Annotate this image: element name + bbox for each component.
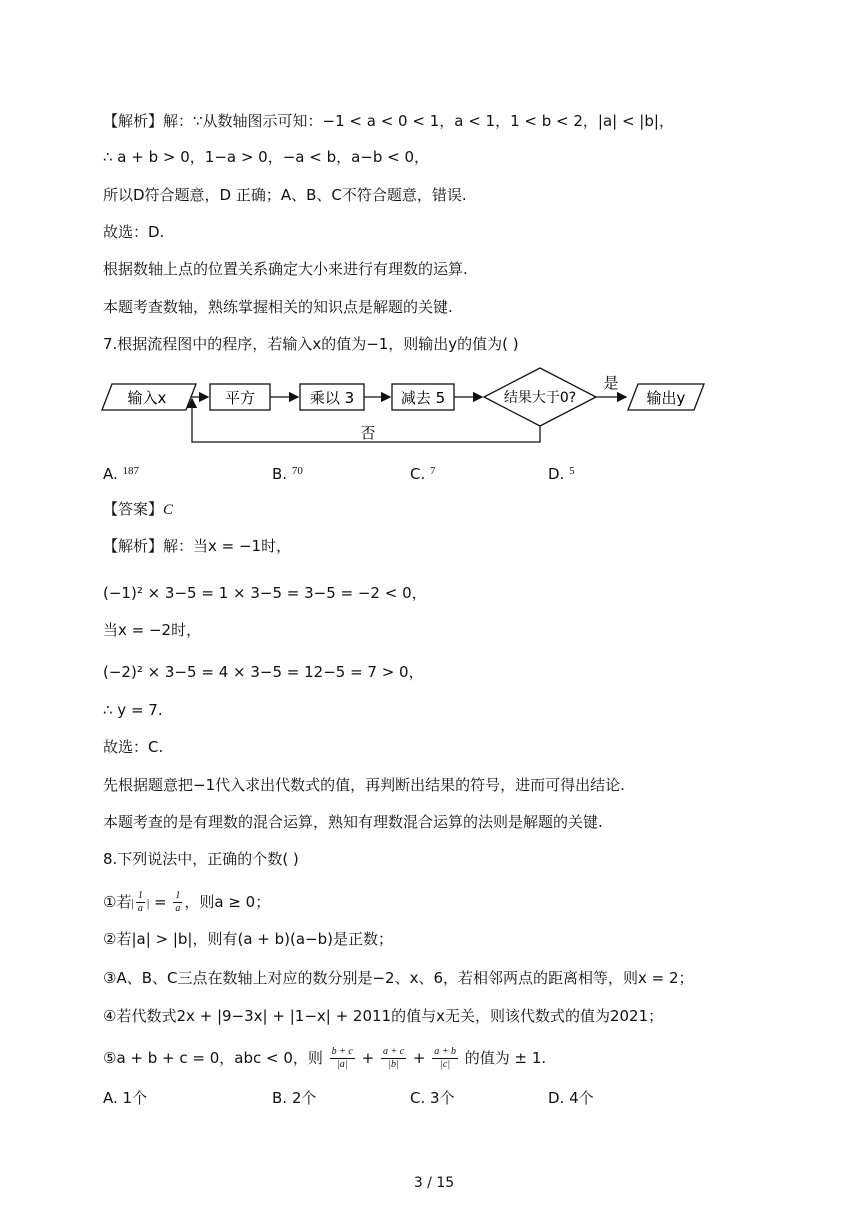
q6-analysis-line-3: 所以D符合题意，D 正确；A、B、C不符合题意，错误.: [103, 186, 467, 204]
q8-option-b-value: 2个: [291, 1089, 317, 1107]
q8-option-b-letter: B.: [272, 1089, 288, 1107]
q6-analysis-line-1: 【解析】解：∵从数轴图示可知：−1 < a < 0 < 1，a < 1，1 < b < 2，|a| < |b|，: [103, 112, 674, 130]
q7-option-d-letter: D.: [548, 465, 565, 483]
q8-option-b: [272, 1087, 316, 1109]
q8-option-c-letter: C.: [410, 1089, 426, 1107]
q7-option-a-value: 187: [122, 465, 140, 477]
q8-statement-1: ①若| $\frac{1}{a}$ | = $\frac{1}{a}$ ，则a ≥ 0；: [103, 890, 271, 914]
flow-multiply-label: 乘以 3: [309, 389, 355, 407]
q8-option-a-letter: A.: [103, 1089, 118, 1107]
q6-analysis-line-2: ∴ a + b > 0，1−a > 0，−a < b，a−b < 0，: [103, 148, 430, 166]
q7-option-c-value: 7: [430, 465, 436, 477]
q7-flowchart: [100, 366, 710, 446]
q8-statement-5-prefix: ⑤a + b + c = 0，abc < 0，则: [103, 1049, 323, 1067]
q7-option-d: [548, 463, 575, 487]
q8-option-d-value: 4个: [569, 1089, 594, 1107]
q7-answer-value: C: [163, 502, 174, 518]
q8-statement-1-prefix: ①若: [103, 893, 132, 911]
q8-statement-2: ②若|a| > |b|，则有(a + b)(a−b)是正数；: [103, 930, 393, 948]
q6-choice-line: 故选：D.: [103, 223, 165, 241]
q8-option-a-value: 1个: [122, 1089, 148, 1107]
q8-statement-4: ④若代数式2x + |9−3x| + |1−x| + 2011的值与x无关，则该代数式的值为2021；: [103, 1007, 664, 1025]
q7-stem: 7.根据流程图中的程序，若输入x的值为−1，则输出y的值为( ): [103, 335, 519, 353]
flow-square-label: 平方: [224, 389, 256, 407]
q6-summary-line: 本题考查数轴，熟练掌握相关的知识点是解题的关键.: [103, 298, 453, 316]
q8-option-d-letter: D.: [548, 1089, 565, 1107]
q7-explain-3: 当x = −2时，: [103, 621, 202, 639]
q8-stem: 8.下列说法中，正确的个数( ): [103, 850, 299, 868]
q7-method-line: 先根据题意把−1代入求出代数式的值，再判断出结果的符号，进而可得出结论.: [103, 776, 625, 794]
flow-subtract-label: 减去 5: [400, 389, 446, 407]
flow-yes-label: 是: [603, 374, 619, 392]
q7-explain-2: (−1)² × 3−5 = 1 × 3−5 = 3−5 = −2 < 0，: [103, 584, 427, 602]
flow-output-label: 输出y: [646, 389, 686, 407]
q8-statement-5: ⑤a + b + c = 0，abc < 0，则 $\frac{b + c}{|a|}$ + $\frac{a + c}{|b|}$ + $\frac{a + b}{|c|}$ 的值为 ± 1.: [103, 1046, 547, 1070]
q7-answer-prefix: 【答案】: [103, 500, 164, 518]
flow-decision-label: 结果大于0?: [503, 390, 577, 406]
q7-explain-5: ∴ y = 7.: [103, 701, 163, 719]
q8-option-c: [410, 1087, 455, 1109]
q8-statement-5-suffix: 的值为 ± 1.: [464, 1049, 547, 1067]
q7-explain-1: 【解析】解：当x = −1时，: [103, 537, 292, 555]
page-number: 3 / 15: [413, 1175, 455, 1191]
q7-option-c-letter: C.: [410, 465, 426, 483]
q8-statement-1-suffix: ，则a ≥ 0；: [184, 893, 271, 911]
q7-option-b: [272, 463, 303, 487]
q7-option-b-value: 70: [291, 465, 303, 477]
q8-option-c-value: 3个: [430, 1089, 455, 1107]
flow-no-label: 否: [360, 424, 376, 442]
q7-option-b-letter: B.: [272, 465, 288, 483]
q6-method-line: 根据数轴上点的位置关系确定大小来进行有理数的运算.: [103, 260, 468, 278]
q8-statement-3: ③A、B、C三点在数轴上对应的数分别是−2、x、6，若相邻两点的距离相等，则x = 2；: [103, 969, 694, 987]
q7-option-a: [103, 463, 139, 487]
q7-explain-4: (−2)² × 3−5 = 4 × 3−5 = 12−5 = 7 > 0，: [103, 663, 424, 681]
q7-summary-line: 本题考查的是有理数的混合运算，熟知有理数混合运算的法则是解题的关键.: [103, 813, 603, 831]
q7-choice-line: 故选：C.: [103, 738, 164, 756]
q7-option-d-value: 5: [569, 465, 575, 477]
q8-option-d: [548, 1087, 594, 1109]
q8-option-a: [103, 1087, 147, 1109]
flow-input-label: 输入x: [127, 389, 167, 407]
q7-answer: [103, 498, 173, 521]
q7-option-c: [410, 463, 436, 487]
q7-option-a-letter: A.: [103, 465, 118, 483]
